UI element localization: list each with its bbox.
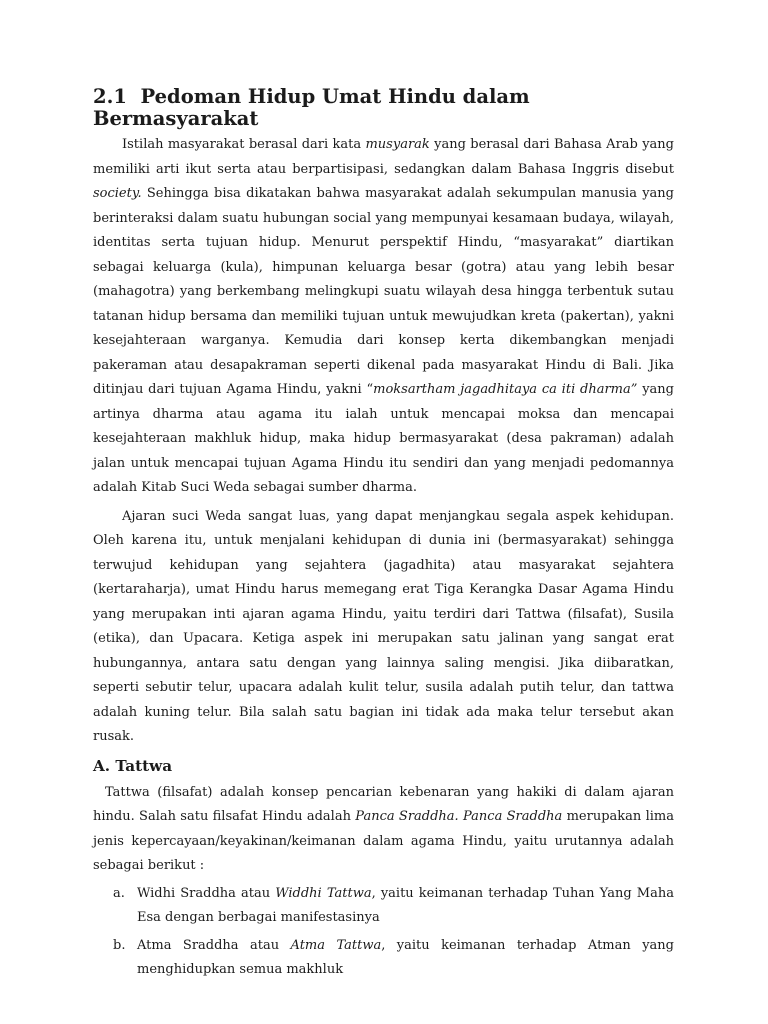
paragraph-masyarakat [93,133,674,501]
list-item [93,882,674,931]
paragraph-tattwa [93,781,674,879]
section-title: Pedoman Hidup Umat Hindu dalam Bermasyarakat [93,85,530,130]
text-run: , yaitu keimanan terhadap Tuhan Yang Maha Esa dengan berbagai manifestasinya [137,885,674,925]
text-run: , yaitu keimanan terhadap Atman yang menghidupkan semua makhluk [137,937,674,977]
list-marker: b. [113,937,126,953]
section-number: 2.1 [93,85,127,108]
panca-sraddha-list [93,882,674,983]
list-item [93,934,674,983]
text-run: Atma Sraddha atau [137,937,291,953]
italic-term: Widdhi Tattwa [275,885,372,901]
list-marker: a. [113,885,125,901]
italic-term: Panca Sraddha. Panca Sraddha [355,809,563,824]
text-run: Sehingga bisa dikatakan bahwa masyarakat adalah sekumpulan manusia yang berinteraksi dalam suatu hubungan social yang mempunyai kesamaan budaya, wilayah, identitas serta tujuan hidup. Menurut perspektif Hindu, “masyarakat” diartikan sebagai keluarga (kula), himpunan keluarga besar (gotra) atau yang lebih besar (mahagotra) yang berkembang melingkupi suatu wilayah desa hingga terbentuk sutau tatanan hidup bersama dan memiliki tujuan untuk mewujudkan kreta (pakertan), yakni kesejahteraan warganya. Kemudia dari konsep kerta dikembangkan menjadi pakeraman atau desapakraman seperti dikenal pada masyarakat Hindu di Bali. Jika ditinjau dari tujuan Agama Hindu, yakni “ [93,186,674,397]
italic-term: society. [93,186,142,201]
italic-term: Atma Tattwa [290,937,382,953]
text-run: Tattwa (filsafat) adalah konsep pencarian kebenaran yang hakiki di dalam ajaran hindu. Salah satu filsafat Hindu adalah [93,784,674,824]
section-heading [93,86,674,130]
text-run: Istilah masyarakat berasal dari kata [122,137,366,152]
text-run: yang artinya dharma atau agama itu ialah untuk mencapai moksa dan mencapai kesejahteraan makhluk hidup, maka hidup bermasyarakat (desa pakraman) adalah jalan untuk mencapai tujuan Agama Hindu itu sendiri dan yang menjadi pedomannya adalah Kitab Suci Weda sebagai sumber dharma. [93,382,674,495]
italic-term: moksartham jagadhitaya ca iti dharma” [373,382,638,397]
text-run: yang berasal dari Bahasa Arab yang memiliki arti ikut serta atau berpartisipasi, sedangkan dalam Bahasa Inggris disebut [93,137,674,177]
document-body [93,86,674,983]
text-run: merupakan lima jenis kepercayaan/keyakinan/keimanan dalam agama Hindu, yaitu urutannya adalah sebagai berikut : [93,809,674,873]
text-run: Widhi Sraddha atau [137,885,276,901]
paragraph-ajaran-weda: Ajaran suci Weda sangat luas, yang dapat menjangkau segala aspek kehidupan. Oleh karena itu, untuk menjalani kehidupan di dunia ini (bermasyarakat) sehingga terwujud kehidupan yang sejahtera (jagadhita) atau masyarakat sejahtera (kertaraharja), umat Hindu harus memegang erat Tiga Kerangka Dasar Agama Hindu yang merupakan inti ajaran agama Hindu, yaitu terdiri dari Tattwa (filsafat), Susila (etika), dan Upacara. Ketiga aspek ini merupakan satu jalinan yang sangat erat hubungannya, antara satu dengan yang lainnya saling mengisi. Jika diibaratkan, seperti sebutir telur, upacara adalah kulit telur, susila adalah putih telur, dan tattwa adalah kuning telur. Bila salah satu bagian ini tidak ada maka telur tersebut akan rusak. [93,508,674,744]
subsection-heading-tattwa: A. Tattwa [93,756,173,775]
italic-term: musyarak [365,137,430,152]
